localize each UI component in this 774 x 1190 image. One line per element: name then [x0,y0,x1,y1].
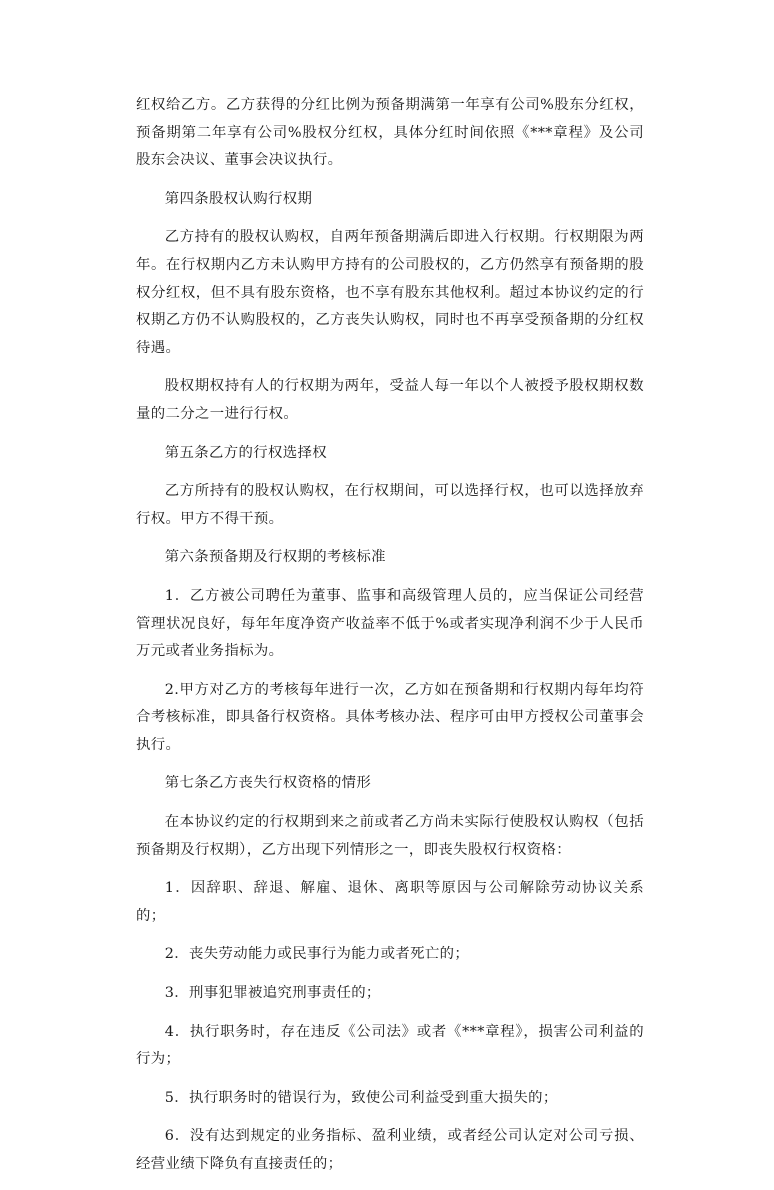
article-5-heading: 第五条乙方的行权选择权 [164,444,327,461]
article-4-heading: 第四条股权认购行权期 [164,190,313,207]
exercise-choice-paragraph: 乙方所持有的股权认购权，在行权期间，可以选择行权，也可以选择放弃行权。甲方不得干预。 [136,483,644,527]
disqualification-item-6: 6．没有达到规定的业务指标、盈利业绩，或者经公司认定对公司亏损、经营业绩下降负有直接责任的； [136,1128,644,1172]
exercise-ratio-paragraph: 股权期权持有人的行权期为两年，受益人每一年以个人被授予股权期权数量的二分之一进行行权。 [136,378,644,422]
assessment-standard-1: 1．乙方被公司聘任为董事、监事和高级管理人员的，应当保证公司经营管理状况良好，每年年度净资产收益率不低于%或者实现净利润不少于人民币万元或者业务指标为。 [136,587,644,660]
disqualification-intro: 在本协议约定的行权期到来之前或者乙方尚未实际行使股权认购权（包括预备期及行权期），乙方出现下列情形之一，即丧失股权行权资格： [136,814,644,858]
disqualification-item-1: 1．因辞职、辞退、解雇、退休、离职等原因与公司解除劳动协议关系的； [136,880,644,924]
article-7-heading: 第七条乙方丧失行权资格的情形 [164,775,372,792]
assessment-standard-2: 2.甲方对乙方的考核每年进行一次，乙方如在预备期和行权期内每年均符合考核标准，即具备行权资格。具体考核办法、程序可由甲方授权公司董事会执行。 [136,681,644,753]
disqualification-item-4: 4．执行职务时，存在违反《公司法》或者《***章程》，损害公司利益的行为； [136,1023,644,1068]
document-body [136,92,644,1190]
exercise-period-paragraph: 乙方持有的股权认购权，自两年预备期满后即进入行权期。行权期限为两年。在行权期内乙方未认购甲方持有的公司股权的，乙方仍然享有预备期的股权分红权，但不具有股东资格，也不享有股东其他权利。超过本协议约定的行权期乙方仍不认购股权的，乙方丧失认购权，同时也不再享受预备期的分红权待遇。 [136,229,644,356]
disqualification-item-3: 3．刑事犯罪被追究刑事责任的； [164,985,381,1002]
disqualification-item-5: 5．执行职务时的错误行为，致使公司利益受到重大损失的； [164,1089,558,1106]
disqualification-item-2: 2．丧失劳动能力或民事行为能力或者死亡的； [164,946,470,963]
dividend-paragraph: 红权给乙方。乙方获得的分红比例为预备期满第一年享有公司%股东分红权，预备期第二年享有公司%股权分红权，具体分红时间依照《***章程》及公司股东会决议、董事会决议执行。 [136,97,644,169]
article-6-heading: 第六条预备期及行权期的考核标准 [164,549,386,566]
